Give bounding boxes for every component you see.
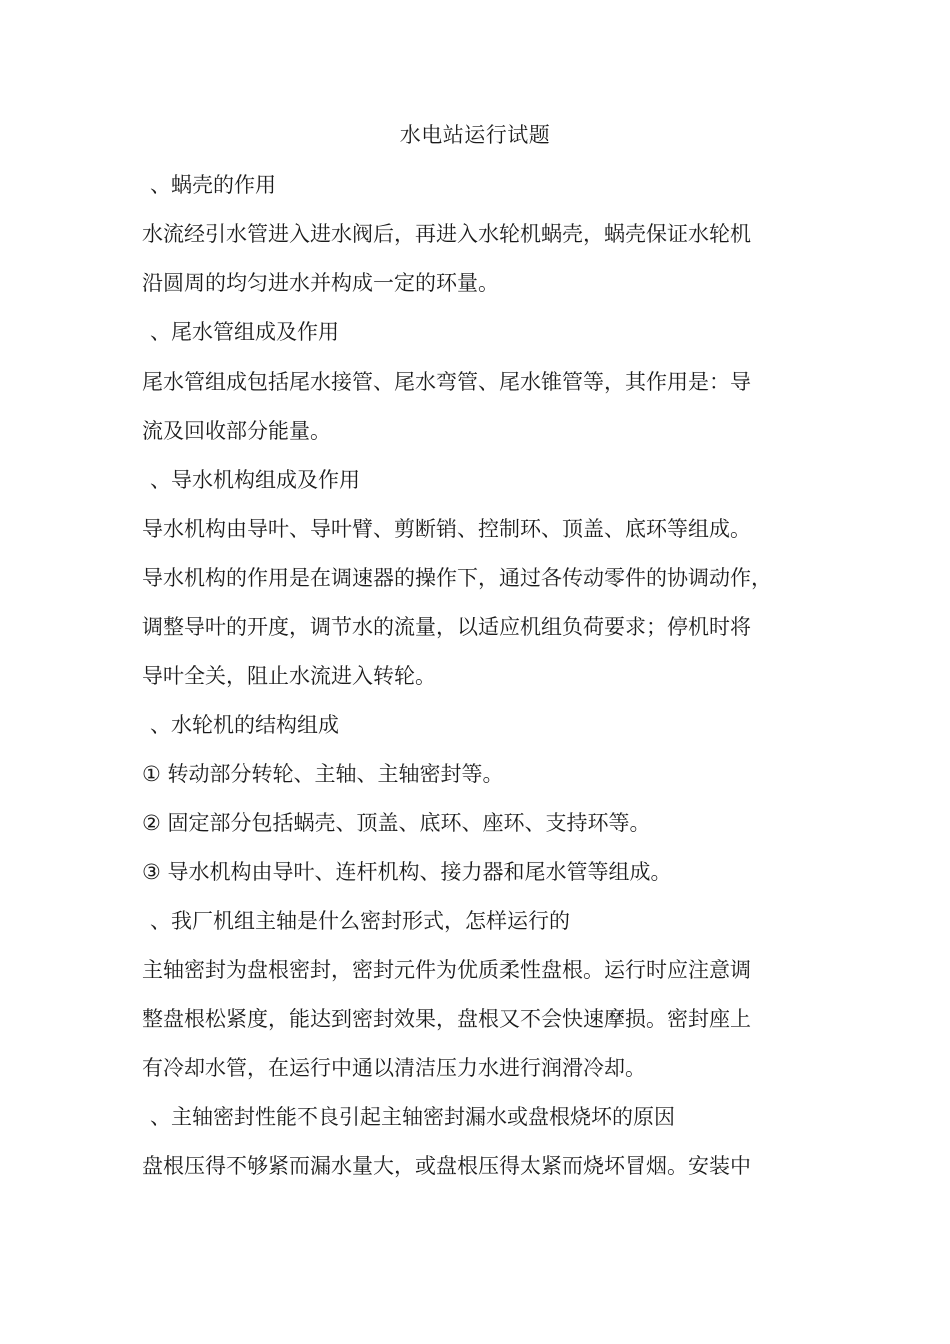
list-item: ① 转动部分转轮、主轴、主轴密封等。 xyxy=(142,762,504,786)
paragraph-line: 整盘根松紧度，能达到密封效果，盘根又不会快速摩损。密封座上 xyxy=(142,1007,751,1031)
paragraph-line: 流及回收部分能量。 xyxy=(142,419,331,443)
paragraph-line: 盘根压得不够紧而漏水量大，或盘根压得太紧而烧坏冒烟。安装中 xyxy=(142,1154,751,1178)
paragraph-line: 调整导叶的开度，调节水的流量，以适应机组负荷要求；停机时将 xyxy=(142,615,751,639)
section-heading-turbine-structure: 、水轮机的结构组成 xyxy=(150,713,339,737)
section-heading-draft-tube: 、尾水管组成及作用 xyxy=(150,320,339,344)
paragraph-line: 导水机构由导叶、导叶臂、剪断销、控制环、顶盖、底环等组成。 xyxy=(142,517,751,541)
paragraph-line: 尾水管组成包括尾水接管、尾水弯管、尾水锥管等，其作用是：导 xyxy=(142,370,751,394)
paragraph-line: 有冷却水管，在运行中通以清洁压力水进行润滑冷却。 xyxy=(142,1056,646,1080)
list-item: ③ 导水机构由导叶、连杆机构、接力器和尾水管等组成。 xyxy=(142,860,672,884)
document-title: 水电站运行试题 xyxy=(399,123,551,147)
paragraph-line: 沿圆周的均匀进水并构成一定的环量。 xyxy=(142,271,499,295)
paragraph-line: 主轴密封为盘根密封，密封元件为优质柔性盘根。运行时应注意调 xyxy=(142,958,751,982)
paragraph-line: 导水机构的作用是在调速器的操作下，通过各传动零件的协调动作， xyxy=(142,566,772,590)
section-heading-shaft-seal: 、我厂机组主轴是什么密封形式，怎样运行的 xyxy=(150,909,570,933)
paragraph-line: 导叶全关，阻止水流进入转轮。 xyxy=(142,664,436,688)
section-heading-seal-leak-causes: 、主轴密封性能不良引起主轴密封漏水或盘根烧坏的原因 xyxy=(150,1105,675,1129)
section-heading-guide-mechanism: 、导水机构组成及作用 xyxy=(150,468,360,492)
list-item: ② 固定部分包括蜗壳、顶盖、底环、座环、支持环等。 xyxy=(142,811,651,835)
paragraph-line: 水流经引水管进入进水阀后，再进入水轮机蜗壳，蜗壳保证水轮机 xyxy=(142,222,751,246)
section-heading-volute: 、蜗壳的作用 xyxy=(150,173,276,197)
